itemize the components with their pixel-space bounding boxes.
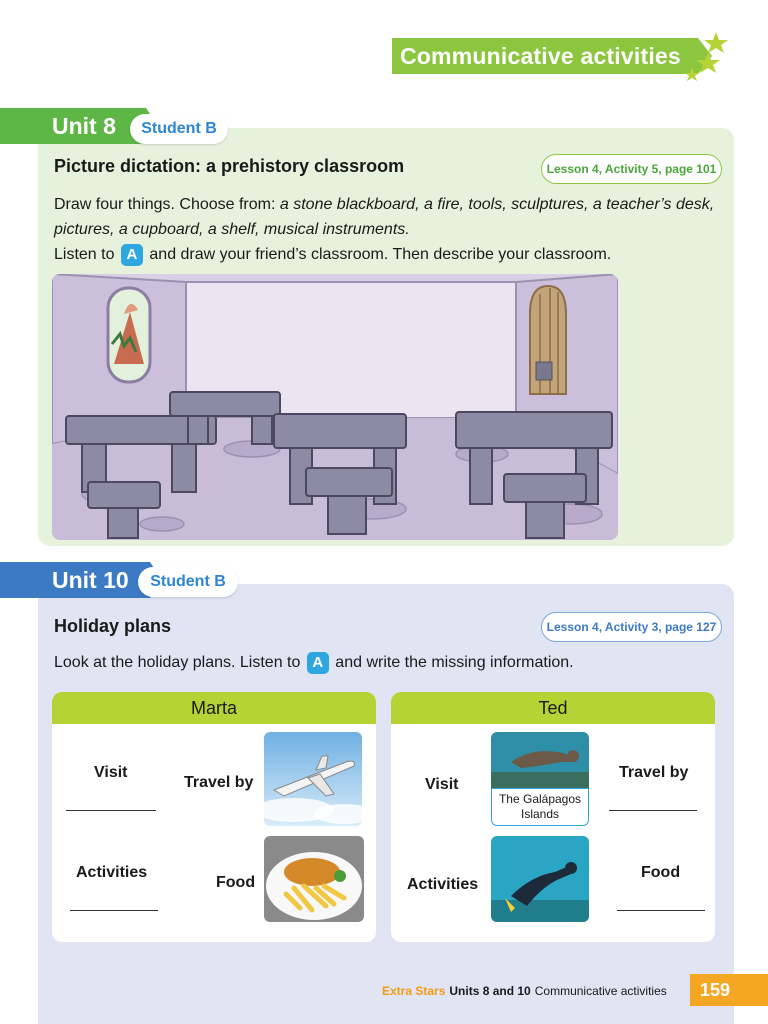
unit10-lesson-ref: Lesson 4, Activity 3, page 127 <box>541 612 722 642</box>
unit8-listen-pre: Listen to <box>54 246 115 263</box>
unit10-title: Holiday plans <box>54 616 172 636</box>
marta-visit-label: Visit <box>94 764 128 781</box>
unit10-instr-pre: Look at the holiday plans. Listen to <box>54 654 301 671</box>
ted-food-label: Food <box>641 864 681 881</box>
unit10-student-pill: Student B <box>138 567 238 597</box>
ted-food-blank[interactable] <box>617 910 705 911</box>
ted-visit-label: Visit <box>425 776 459 793</box>
unit8-instr-text: Draw four things. Choose from: <box>54 196 280 213</box>
fish-and-chips-photo <box>264 836 364 922</box>
unit10-instr-post: and write the missing information. <box>335 654 574 671</box>
marta-card <box>52 692 376 942</box>
snorkeling-photo <box>491 836 589 922</box>
audio-a-badge: A <box>307 652 329 674</box>
ted-card <box>391 692 715 942</box>
audio-a-badge: A <box>121 244 143 266</box>
unit8-title: Picture dictation: a prehistory classroom <box>54 156 405 176</box>
unit8-listen-line <box>54 242 724 267</box>
unit8-tab <box>0 108 146 144</box>
unit8-lesson-ref: Lesson 4, Activity 5, page 101 <box>541 154 722 184</box>
ted-card-header: Ted <box>391 692 715 724</box>
stars-icon <box>684 30 734 86</box>
marta-activities-blank[interactable] <box>70 910 158 911</box>
ted-visit-caption: The Galápagos Islands <box>491 788 589 826</box>
ted-travel-label: Travel by <box>619 764 689 781</box>
unit8-label: Unit 8 <box>52 112 116 139</box>
marta-food-label: Food <box>216 874 256 891</box>
marta-visit-blank[interactable] <box>66 810 156 811</box>
footer-section: Communicative activities <box>534 984 667 998</box>
page-footer <box>382 984 667 998</box>
unit8-instructions <box>54 192 724 242</box>
marta-activities-label: Activities <box>76 864 148 881</box>
prehistoric-classroom-illustration <box>52 274 618 540</box>
unit8-instr-options: a stone blackboard, a fire, tools, sculptures, a teacher’s desk, pictures, a cupboard, a shelf, musical instruments. <box>54 196 715 238</box>
marta-travel-label: Travel by <box>184 774 254 791</box>
unit10-instructions <box>54 650 724 675</box>
unit8-student-pill: Student B <box>130 114 228 144</box>
ted-activities-label: Activities <box>407 876 479 893</box>
ted-travel-blank[interactable] <box>609 810 697 811</box>
sea-lion-photo <box>491 732 589 790</box>
footer-series: Extra Stars <box>382 984 446 998</box>
header-banner <box>392 38 698 74</box>
footer-units: Units 8 and 10 <box>449 984 531 998</box>
airplane-photo <box>264 732 362 826</box>
unit10-label: Unit 10 <box>52 566 129 593</box>
header-title: Communicative activities <box>400 42 681 69</box>
unit10-tab <box>0 562 150 598</box>
unit8-listen-post: and draw your friend’s classroom. Then describe your classroom. <box>149 246 612 263</box>
marta-card-header: Marta <box>52 692 376 724</box>
page-number: 159 <box>690 974 768 1006</box>
